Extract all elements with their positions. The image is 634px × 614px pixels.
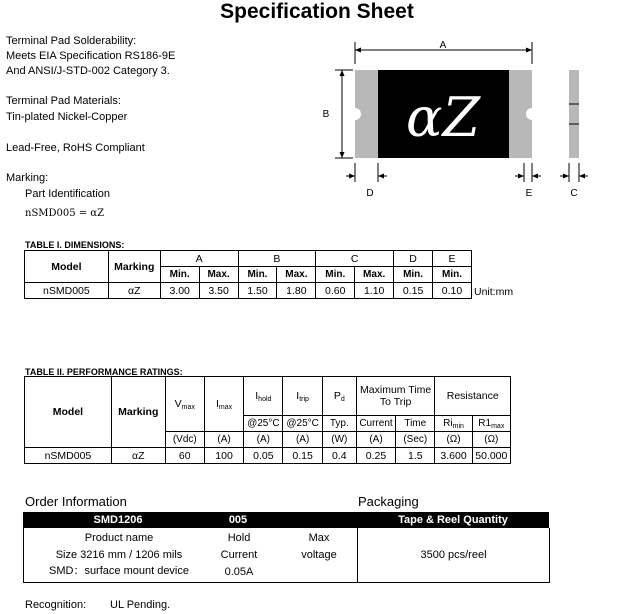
- t1-c-min: 0.60: [316, 283, 355, 299]
- dimensions-table: [24, 250, 472, 299]
- t1-c-max: 1.10: [355, 283, 394, 299]
- t1-header-a: A: [160, 251, 238, 267]
- t2-model: nSMD005: [25, 448, 112, 464]
- t2-rimin: 3.600: [435, 448, 472, 464]
- t2-r1max: 50.000: [472, 448, 510, 464]
- order-header-bar: [23, 512, 549, 528]
- order-heading: Order Information: [25, 494, 127, 509]
- t2-itrip-at25: @25°C: [283, 416, 322, 432]
- t2-header-pd: P: [333, 389, 341, 402]
- t1-header-b: B: [238, 251, 316, 267]
- t2-header-vmax: V: [174, 397, 182, 410]
- t2-unit-imax: (A): [204, 432, 243, 448]
- t1-b-max: 1.80: [277, 283, 316, 299]
- t1-header-e: E: [433, 251, 472, 267]
- t2-header-itrip: I: [296, 389, 300, 402]
- table-cell: $R1_{max}$: [472, 416, 510, 432]
- dimension-label-b: B: [322, 109, 330, 120]
- table2-caption: TABLE II. PERFORMANCE RATINGS:: [25, 367, 183, 377]
- order-bar-code: 005: [228, 514, 248, 526]
- table1-caption: TABLE I. DIMENSIONS:: [25, 240, 125, 250]
- order-col2-line1: Hold: [227, 532, 251, 544]
- t2-r1max-label: R1: [478, 417, 492, 429]
- t1-marking: αZ: [108, 283, 160, 299]
- t1-header-d: D: [394, 251, 433, 267]
- order-col3-line2: voltage: [301, 549, 337, 561]
- dimension-label-d: D: [366, 188, 374, 199]
- chip-marking: αZ: [406, 86, 480, 149]
- materials-value: Tin-plated Nickel-Copper: [6, 111, 128, 123]
- t2-header-maxtime: Maximum Time To Trip: [356, 377, 435, 416]
- t1-b-min: 1.50: [238, 283, 277, 299]
- t2-rimin-label: Ri: [443, 417, 453, 429]
- solderability-line-1: Meets EIA Specification RS186-9E: [6, 50, 176, 62]
- order-col1-line3: SMD：surface mount device: [49, 565, 189, 577]
- t2-time-label: Time: [396, 416, 435, 432]
- t1-b-min-label: Min.: [238, 267, 277, 283]
- t2-unit-w: (W): [322, 432, 356, 448]
- order-col3-line1: Max: [308, 532, 330, 544]
- recognition-value: UL Pending.: [110, 599, 171, 611]
- part-identification-code: nSMD005 = αZ: [25, 208, 105, 219]
- t1-c-max-label: Max.: [355, 267, 394, 283]
- performance-table: [24, 376, 511, 464]
- t2-unit-current: (A): [356, 432, 395, 448]
- t1-d-min-label: Min.: [394, 267, 433, 283]
- t1-a-min: 3.00: [160, 283, 199, 299]
- leadfree-note: Lead-Free, RoHS Compliant: [6, 142, 145, 154]
- t2-time: 1.5: [396, 448, 435, 464]
- t2-header-ihold: I: [255, 389, 259, 402]
- order-table: [23, 528, 550, 583]
- t1-a-max-label: Max.: [199, 267, 238, 283]
- t1-header-c: C: [316, 251, 394, 267]
- t2-current-label: Current: [356, 416, 395, 432]
- table-cell: $Ri_{min}$: [435, 416, 472, 432]
- t2-current: 0.25: [356, 448, 395, 464]
- materials-heading: Terminal Pad Materials:: [6, 95, 121, 107]
- t2-imax: 100: [204, 448, 243, 464]
- t1-e-min-label: Min.: [433, 267, 472, 283]
- t2-header-marking: Marking: [111, 377, 165, 448]
- t1-b-max-label: Max.: [277, 267, 316, 283]
- t1-header-marking: Marking: [108, 251, 160, 283]
- recognition-label: Recognition:: [25, 599, 87, 611]
- t2-header-imax: I: [215, 397, 219, 410]
- dimension-label-e: E: [525, 188, 533, 199]
- t2-header-model: Model: [25, 377, 112, 448]
- order-col2-line3: 0.05A: [224, 566, 254, 578]
- t2-unit-sec: (Sec): [396, 432, 435, 448]
- t1-unit: Unit:mm: [474, 286, 514, 298]
- t2-unit-itrip: (A): [283, 432, 322, 448]
- t1-d-min: 0.15: [394, 283, 433, 299]
- t2-marking: αZ: [111, 448, 165, 464]
- t1-c-min-label: Min.: [316, 267, 355, 283]
- order-col1-line1: Product name: [84, 532, 154, 544]
- t2-unit-ohm-2: (Ω): [472, 432, 510, 448]
- marking-heading: Marking:: [6, 172, 49, 184]
- t2-pd: 0.4: [322, 448, 356, 464]
- order-col1-line2: Size 3216 mm / 1206 mils: [55, 549, 183, 561]
- dimension-label-a: A: [439, 40, 447, 51]
- t2-unit-ihold: (A): [244, 432, 283, 448]
- solderability-line-2: And ANSI/J-STD-002 Category 3.: [6, 65, 170, 77]
- part-identification-label: Part Identification: [25, 188, 110, 200]
- order-bar-quantity-label: Tape & Reel Quantity: [398, 514, 508, 526]
- table-cell: $I_{trip}$: [283, 377, 322, 416]
- t1-a-max: 3.50: [199, 283, 238, 299]
- page-title: Specification Sheet: [220, 0, 414, 23]
- t1-e-min: 0.10: [433, 283, 472, 299]
- t2-ihold: 0.05: [244, 448, 283, 464]
- t2-vmax: 60: [165, 448, 204, 464]
- order-quantity: 3500 pcs/reel: [420, 549, 487, 561]
- t2-ihold-at25: @25°C: [244, 416, 283, 432]
- t1-a-min-label: Min.: [160, 267, 199, 283]
- table-cell: $P_d$: [322, 377, 356, 416]
- chip-dimension-diagram: [315, 30, 634, 205]
- packaging-heading: Packaging: [358, 494, 419, 509]
- table-cell: $I_{hold}$: [244, 377, 283, 416]
- t2-itrip: 0.15: [283, 448, 322, 464]
- t2-unit-vdc: (Vdc): [165, 432, 204, 448]
- order-bar-part: SMD1206: [93, 514, 143, 526]
- t1-model: nSMD005: [25, 283, 109, 299]
- t1-header-model: Model: [25, 251, 109, 283]
- t2-unit-ohm-1: (Ω): [435, 432, 472, 448]
- dimension-label-c: C: [570, 188, 578, 199]
- t2-pd-typ: Typ.: [322, 416, 356, 432]
- table-cell: $I_{max}$: [204, 377, 243, 432]
- order-col2-line2: Current: [220, 549, 258, 561]
- table-cell: $V_{max}$: [165, 377, 204, 432]
- t2-header-resistance: Resistance: [435, 377, 511, 416]
- solderability-heading: Terminal Pad Solderability:: [6, 35, 137, 47]
